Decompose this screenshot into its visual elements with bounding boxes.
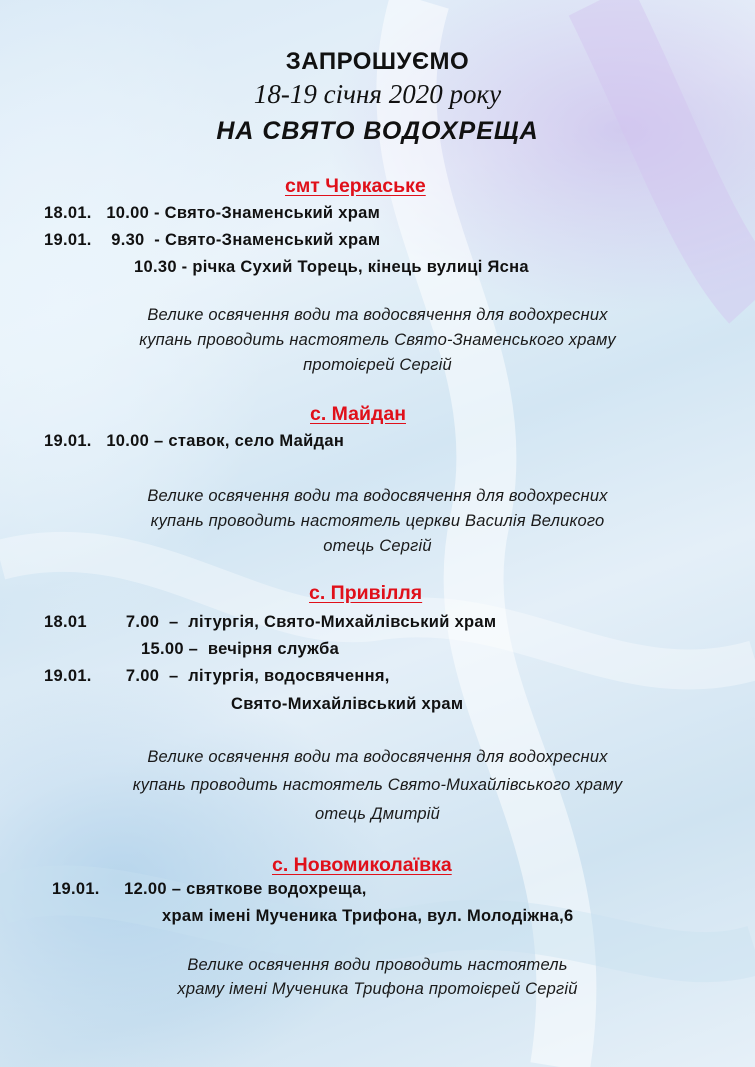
service-note-line: купань проводить настоятель Свято-Михайлівського храму [132, 776, 623, 794]
schedule-row: 19.01. 12.00 – святкове водохреща, [52, 880, 367, 898]
service-note-line: Велике освячення води та водосвячення для водохресних [147, 487, 608, 505]
service-note-line: протоієрей Сергій [303, 356, 452, 374]
service-note-line: Велике освячення води проводить настоятель [187, 956, 568, 974]
service-note-line: купань проводить настоятель церкви Василія Великого [150, 512, 605, 530]
schedule-row: 18.01 7.00 – літургія, Свято-Михайлівський храм [44, 613, 497, 631]
event-date: 18-19 січня 2020 року [253, 79, 502, 109]
section-heading-novomykolaivka: с. Новомиколаївка [272, 854, 452, 876]
service-note-line: отець Сергій [323, 537, 432, 555]
event-subtitle: НА СВЯТО ВОДОХРЕЩА [216, 117, 539, 145]
service-note-line: отець Дмитрій [314, 805, 441, 823]
service-note-line: храму імені Мученика Трифона протоієрей Сергій [177, 980, 578, 998]
schedule-row: 19.01. 10.00 – ставок, село Майдан [44, 432, 345, 450]
schedule-row: 15.00 – вечірня служба [141, 640, 340, 658]
schedule-row: храм імені Мученика Трифона, вул. Молодіжна,6 [162, 907, 574, 925]
schedule-row: 10.30 - річка Сухий Торець, кінець вулиці Ясна [134, 258, 529, 276]
service-note-line: Велике освячення води та водосвячення для водохресних [147, 748, 608, 766]
poster-title: ЗАПРОШУЄМО [285, 48, 470, 75]
section-heading-pryvillia: с. Привілля [309, 582, 423, 604]
section-heading-cherkaske: смт Черкаське [285, 175, 426, 197]
schedule-row: 19.01. 9.30 - Свято-Знаменський храм [44, 231, 381, 249]
schedule-row: Свято-Михайлівський храм [231, 695, 464, 713]
schedule-row: 19.01. 7.00 – літургія, водосвячення, [44, 667, 390, 685]
section-heading-maidan: с. Майдан [310, 403, 406, 425]
schedule-row: 18.01. 10.00 - Свято-Знаменський храм [44, 204, 381, 222]
service-note-line: купань проводить настоятель Свято-Знаменського храму [139, 331, 616, 349]
service-note-line: Велике освячення води та водосвячення для водохресних [147, 306, 608, 324]
